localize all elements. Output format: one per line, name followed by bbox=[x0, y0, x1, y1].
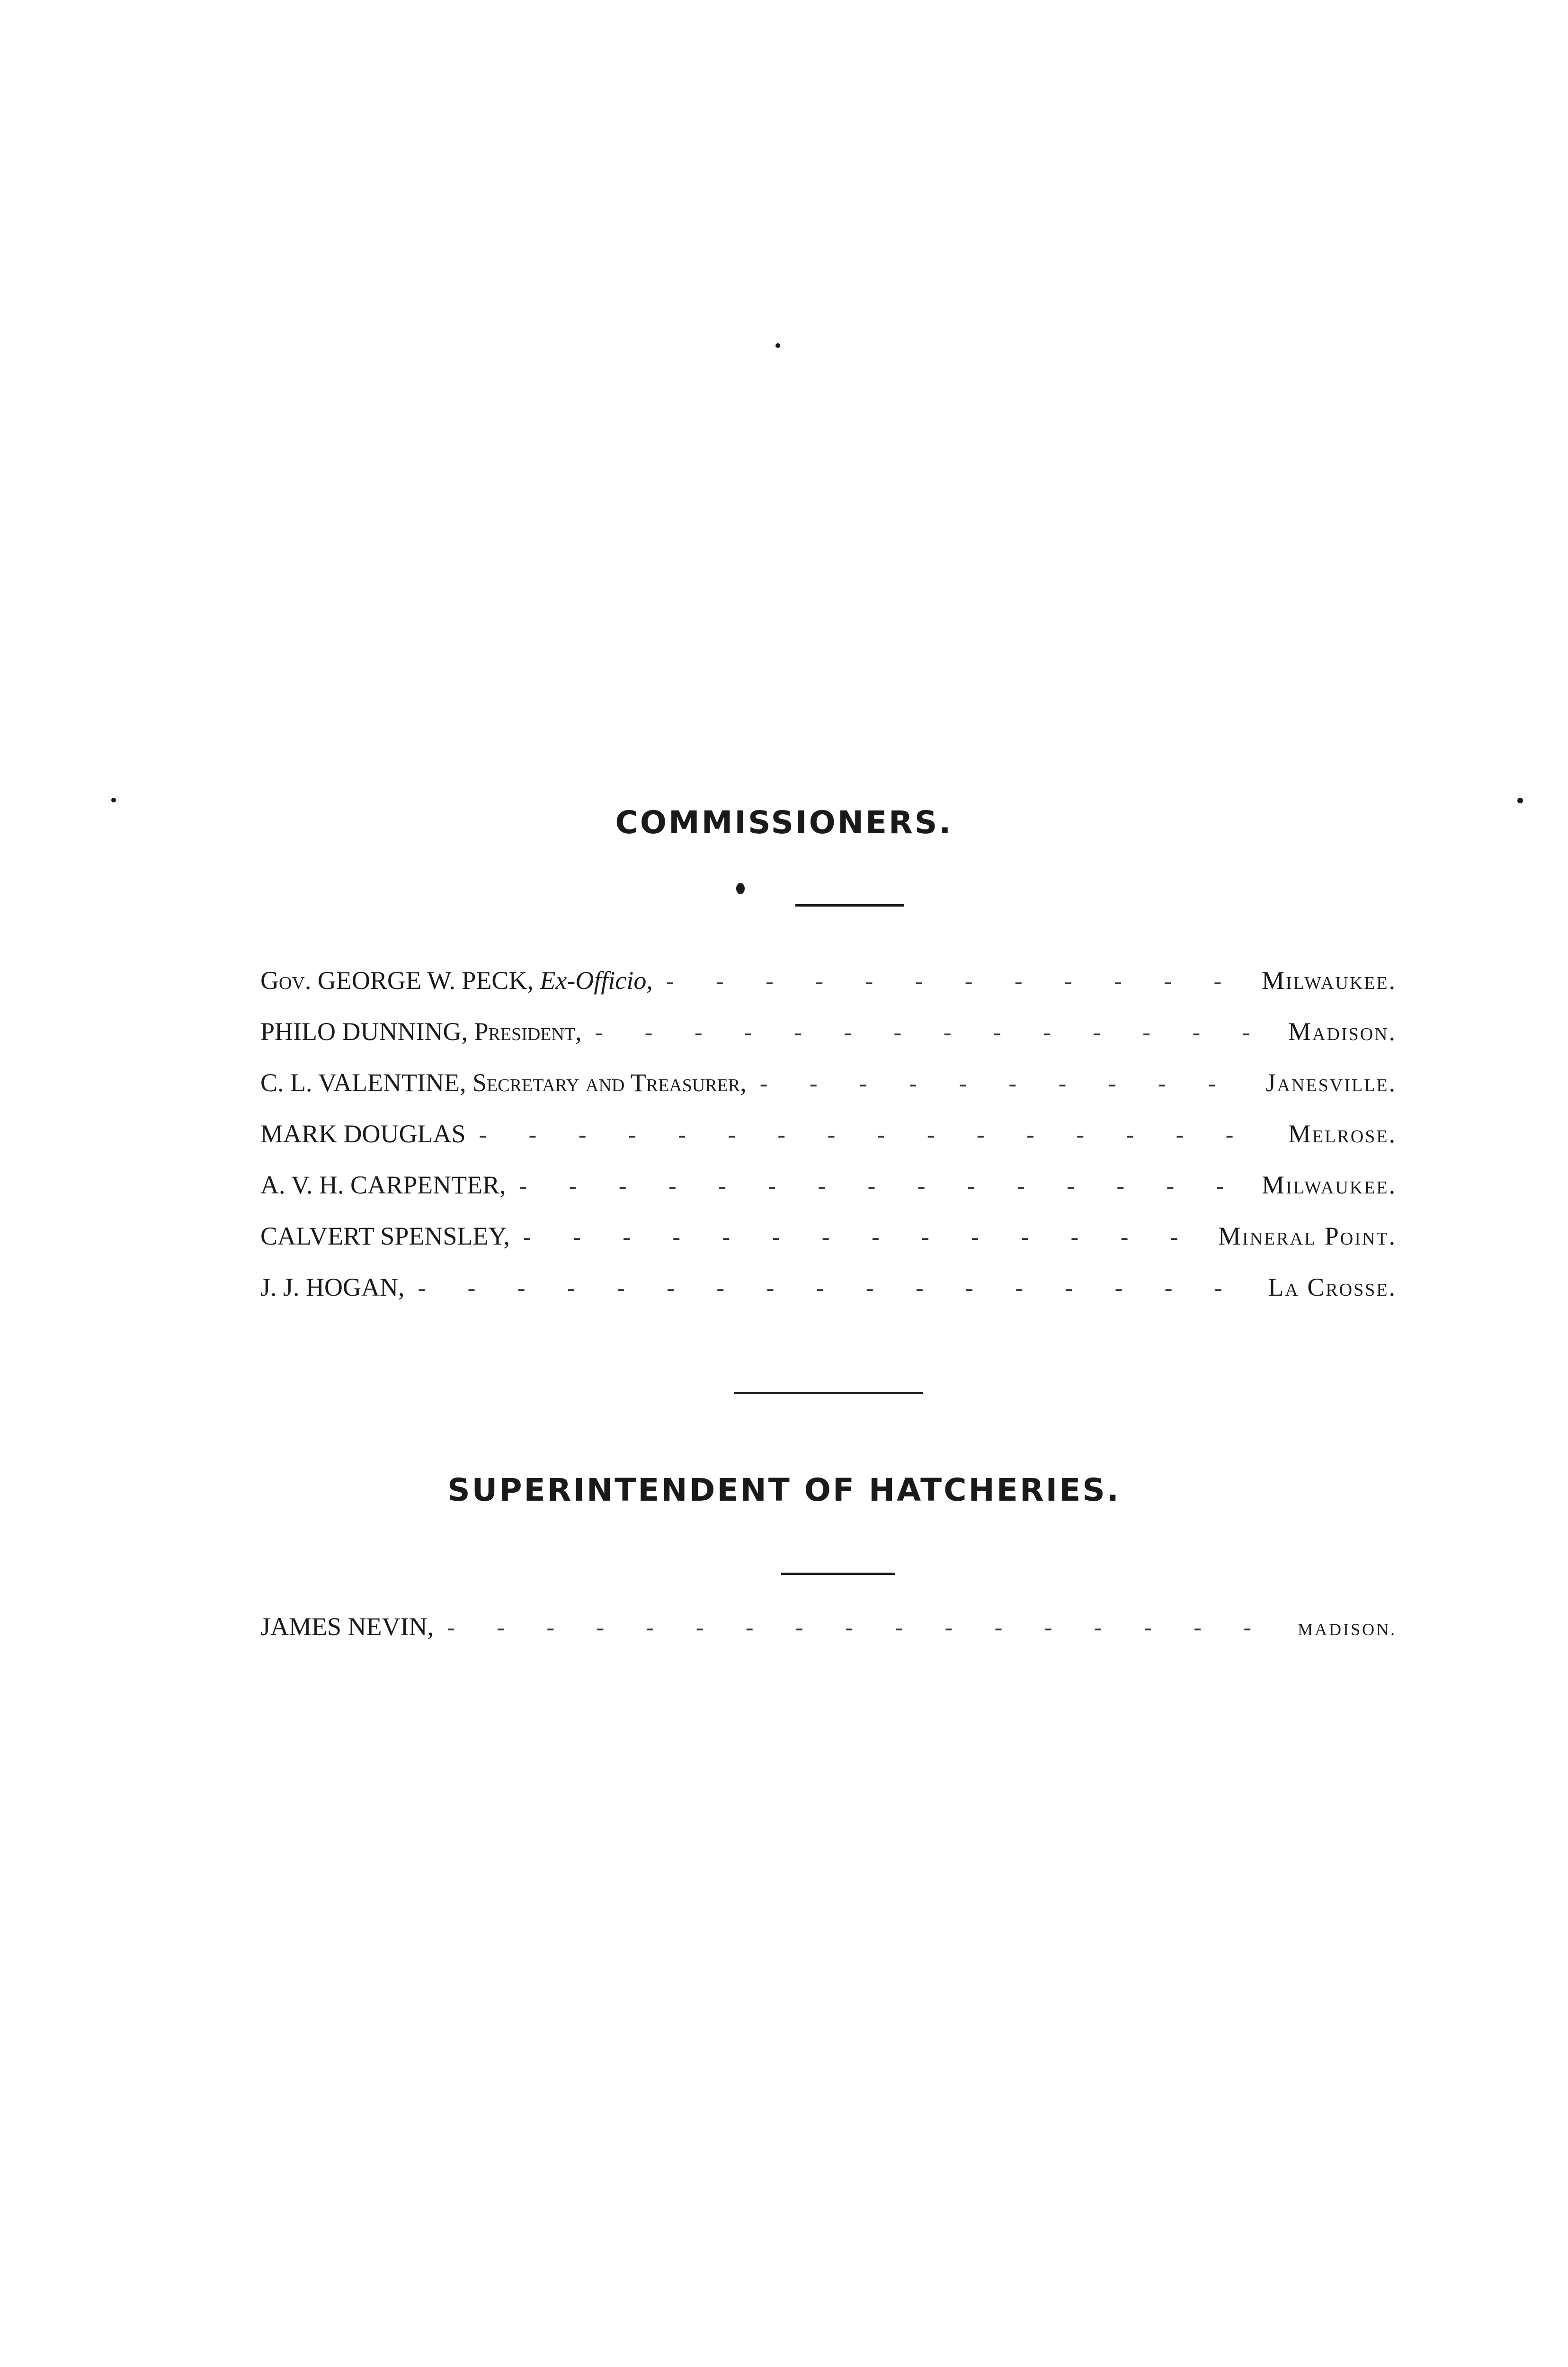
member-place: Melrose. bbox=[1288, 1120, 1397, 1148]
superintendent-list bbox=[260, 1612, 1397, 1663]
member-name-text: GEORGE W. PECK, bbox=[317, 966, 534, 995]
ink-speck bbox=[736, 883, 745, 894]
member-name-text: A. V. H. CARPENTER, bbox=[260, 1171, 506, 1199]
member-name bbox=[260, 1119, 466, 1148]
superintendent-heading: SUPERINTENDENT OF HATCHERIES. bbox=[447, 1472, 1121, 1508]
dot-leader bbox=[519, 1172, 1248, 1199]
member-name-text: C. L. VALENTINE, bbox=[260, 1068, 466, 1097]
member-name bbox=[260, 1170, 506, 1200]
list-item bbox=[260, 1612, 1397, 1663]
member-role: Ex-Officio, bbox=[540, 966, 653, 995]
dot-leader bbox=[447, 1613, 1284, 1641]
member-name bbox=[260, 1068, 747, 1097]
member-role: President, bbox=[474, 1017, 582, 1046]
member-name-text: MARK DOUGLAS bbox=[260, 1120, 466, 1148]
ink-speck bbox=[1517, 798, 1523, 803]
member-name bbox=[260, 1017, 582, 1046]
member-place: Madison. bbox=[1288, 1017, 1397, 1046]
member-name-text: PHILO DUNNING, bbox=[260, 1017, 468, 1046]
commissioners-heading: COMMISSIONERS. bbox=[615, 804, 953, 841]
member-role: Secretary and Treasurer, bbox=[472, 1068, 747, 1097]
commissioners-list bbox=[260, 966, 1397, 1324]
section-divider bbox=[734, 1392, 923, 1394]
superintendent-place: MADISON. bbox=[1297, 1620, 1397, 1639]
member-name bbox=[260, 966, 653, 995]
member-place: Milwaukee. bbox=[1262, 966, 1397, 995]
member-place: Mineral Point. bbox=[1218, 1222, 1397, 1250]
dot-leader bbox=[479, 1121, 1275, 1148]
dot-leader bbox=[523, 1223, 1205, 1250]
ink-speck bbox=[775, 343, 780, 348]
list-item bbox=[260, 1017, 1397, 1068]
member-name-text: CALVERT SPENSLEY, bbox=[260, 1222, 510, 1250]
dot-leader bbox=[418, 1274, 1255, 1301]
list-item bbox=[260, 966, 1397, 1017]
list-item bbox=[260, 1272, 1397, 1324]
member-title: Gov. bbox=[260, 966, 312, 995]
list-item bbox=[260, 1221, 1397, 1272]
member-name bbox=[260, 1272, 405, 1302]
short-rule bbox=[781, 1573, 895, 1575]
member-name bbox=[260, 1221, 510, 1251]
short-rule bbox=[795, 904, 904, 907]
superintendent-name: JAMES NEVIN, bbox=[260, 1612, 434, 1641]
dot-leader bbox=[595, 1018, 1275, 1046]
dot-leader bbox=[666, 967, 1248, 995]
dot-leader bbox=[760, 1069, 1253, 1097]
ink-speck bbox=[111, 798, 116, 802]
member-name-text: J. J. HOGAN, bbox=[260, 1273, 405, 1301]
member-place: La Crosse. bbox=[1268, 1273, 1397, 1301]
list-item bbox=[260, 1068, 1397, 1119]
list-item bbox=[260, 1170, 1397, 1221]
member-place: Milwaukee. bbox=[1262, 1171, 1397, 1199]
member-place: Janesville. bbox=[1265, 1068, 1397, 1097]
list-item bbox=[260, 1119, 1397, 1170]
